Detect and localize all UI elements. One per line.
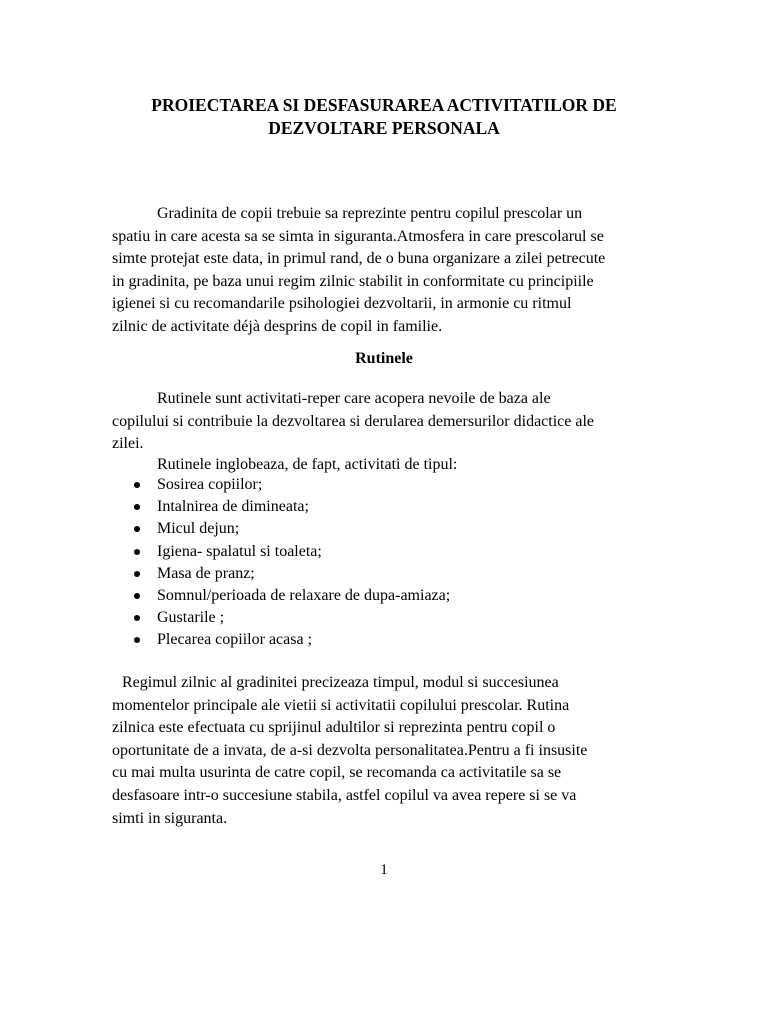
- list-item: [112, 496, 450, 518]
- paragraph-line: Regimul zilnic al gradinitei precizeaza timpul, modul si succesiunea: [122, 674, 559, 691]
- list-item-text: Masa de pranz;: [157, 564, 255, 582]
- paragraph-line: igienei si cu recomandarile psihologiei dezvoltarii, in armonie cu ritmul: [112, 295, 572, 313]
- paragraph-line: Gradinita de copii trebuie sa reprezinte pentru copilul prescolar un: [157, 205, 583, 222]
- paragraph-line: spatiu in care acesta sa se simta in siguranta.Atmosfera in care prescolarul se: [112, 227, 604, 245]
- title-line: DEZVOLTARE PERSONALA: [268, 118, 500, 138]
- bullet-icon: [134, 615, 140, 621]
- document-title: [60, 94, 708, 140]
- list-item-text: Gustarile ;: [157, 609, 225, 627]
- paragraph-line: simti in siguranta.: [112, 809, 228, 827]
- paragraph-line: desfasoare intr-o succesiune stabila, astfel copilul va avea repere si se va: [112, 786, 577, 804]
- paragraph-line: copilului si contribuie la dezvoltarea si derularea demersurilor didactice ale: [112, 412, 595, 430]
- bullet-icon: [134, 549, 140, 555]
- list-item-text: Plecarea copiilor acasa ;: [157, 631, 313, 649]
- list-intro: Rutinele inglobeaza, de fapt, activitati de tipul:: [157, 456, 458, 473]
- paragraph-line: Rutinele sunt activitati-reper care acopera nevoile de baza ale: [157, 390, 551, 407]
- paragraph-line: cu mai multa usurinta de catre copil, se recomanda ca activitatile sa se: [112, 764, 562, 782]
- paragraph-line: oportunitate de a invata, de a-si dezvolta personalitatea.Pentru a fi insusite: [112, 741, 588, 759]
- paragraph-rutinele: [112, 388, 672, 456]
- bullet-icon: [134, 482, 140, 488]
- paragraph-line: momentelor principale ale vietii si activitatii copilului prescolar. Rutina: [112, 696, 570, 714]
- list-item-text: Igiena- spalatul si toaleta;: [157, 542, 322, 560]
- paragraph-line: in gradinita, pe baza unui regim zilnic stabilit in conformitate cu principiile: [112, 272, 594, 290]
- bullet-icon: [134, 593, 140, 599]
- paragraph-regim: [112, 672, 672, 830]
- bullet-icon: [134, 504, 140, 510]
- paragraph-line: zilnic de activitate déjà desprins de copil in familie.: [112, 317, 443, 335]
- paragraph-intro: [112, 203, 672, 339]
- list-item-text: Sosirea copiilor;: [157, 476, 263, 493]
- page-number: 1: [380, 862, 388, 878]
- list-item-text: Somnul/perioada de relaxare de dupa-amiaza;: [157, 587, 451, 605]
- list-item: [112, 607, 450, 629]
- list-item: [112, 629, 450, 651]
- rutine-list: [112, 474, 450, 652]
- bullet-icon: [134, 637, 140, 643]
- list-item-text: Micul dejun;: [157, 520, 240, 538]
- list-item: [112, 518, 450, 540]
- paragraph-line: zilnica este efectuata cu sprijinul adultilor si reprezinta pentru copil o: [112, 719, 556, 737]
- paragraph-line: simte protejat este data, in primul rand, de o buna organizare a zilei petrecute: [112, 250, 606, 268]
- list-item-text: Intalnirea de dimineata;: [157, 498, 309, 516]
- list-item: [112, 563, 450, 585]
- list-item: [112, 474, 450, 496]
- bullet-icon: [134, 571, 140, 577]
- paragraph-line: zilei.: [112, 435, 144, 453]
- list-item: [112, 585, 450, 607]
- title-line: PROIECTAREA SI DESFASURAREA ACTIVITATILOR DE: [151, 95, 617, 115]
- list-item: [112, 541, 450, 563]
- bullet-icon: [134, 526, 140, 532]
- section-heading-rutinele: Rutinele: [355, 350, 413, 367]
